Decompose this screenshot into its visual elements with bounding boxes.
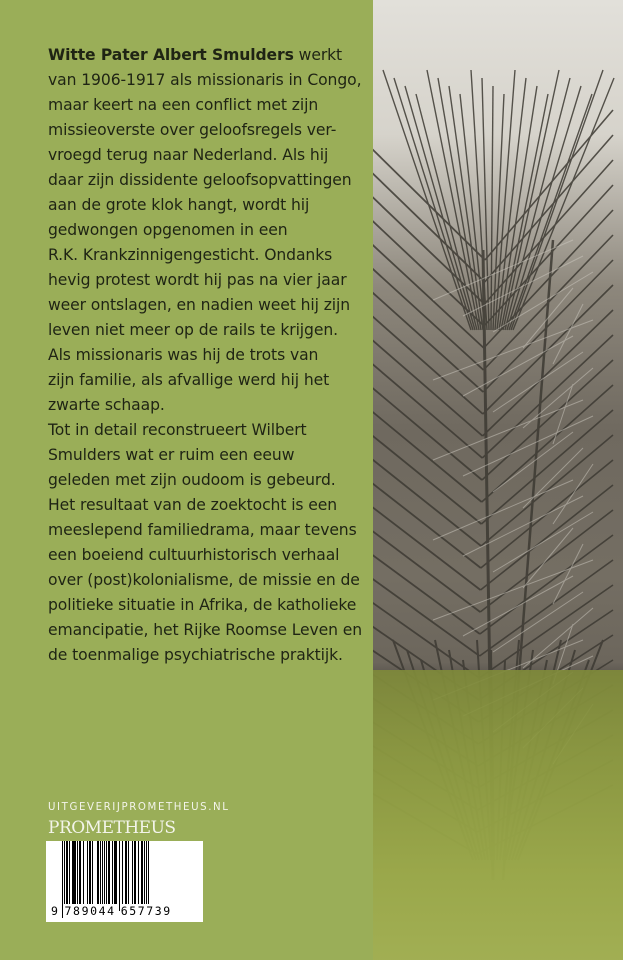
blurb-line: aan de grote klok hangt, wordt hij — [48, 196, 310, 214]
blurb-line: van 1906-1917 als missionaris in Congo, — [48, 71, 362, 89]
blurb-text — [48, 43, 370, 668]
blurb-line: hevig protest wordt hij pas na vier jaar — [48, 271, 347, 289]
cover-photo-palm — [373, 0, 623, 960]
blurb-line: leven niet meer op de rails te krijgen. — [48, 321, 338, 339]
blurb-line: Het resultaat van de zoektocht is een — [48, 496, 338, 514]
blurb-line: missieoverste over geloofsregels ver- — [48, 121, 337, 139]
blurb-line: emancipatie, het Rijke Roomse Leven en — [48, 621, 363, 639]
blurb-line: maar keert na een conflict met zijn — [48, 96, 319, 114]
blurb-line: de toenmalige psychiatrische praktijk. — [48, 646, 343, 664]
blurb-line: een boeiend cultuurhistorisch verhaal — [48, 546, 340, 564]
blurb-line: Smulders wat er ruim een eeuw — [48, 446, 295, 464]
blurb-line: weer ontslagen, en nadien weet hij zijn — [48, 296, 351, 314]
blurb-line: meeslepend familiedrama, maar tevens — [48, 521, 357, 539]
blurb-line: Tot in detail reconstrueert Wilbert — [48, 421, 307, 439]
blurb-line: zijn familie, als afvallige werd hij het — [48, 371, 330, 389]
isbn-number: 9 789044 657739 — [51, 904, 172, 918]
blurb-line: geleden met zijn oudoom is gebeurd. — [48, 471, 336, 489]
publisher-url: UITGEVERIJPROMETHEUS.NL — [48, 802, 230, 813]
publisher-logo: PROMETHEUS — [48, 818, 176, 838]
blurb-line: vroegd terug naar Nederland. Als hij — [48, 146, 329, 164]
blurb-line: zwarte schaap. — [48, 396, 165, 414]
blurb-line: daar zijn dissidente geloofsopvattingen — [48, 171, 352, 189]
green-tint-overlay — [373, 670, 623, 960]
blurb-line: over (post)kolonialisme, de missie en de — [48, 571, 360, 589]
blurb-line: Als missionaris was hij de trots van — [48, 346, 319, 364]
blurb-line: Witte Pater Albert Smulders werkt — [48, 46, 343, 64]
blurb-line: gedwongen opgenomen in een — [48, 221, 288, 239]
isbn-barcode — [46, 841, 203, 922]
blurb-line: politieke situatie in Afrika, de katholieke — [48, 596, 357, 614]
blurb-line: R.K. Krankzinnigengesticht. Ondanks — [48, 246, 333, 264]
